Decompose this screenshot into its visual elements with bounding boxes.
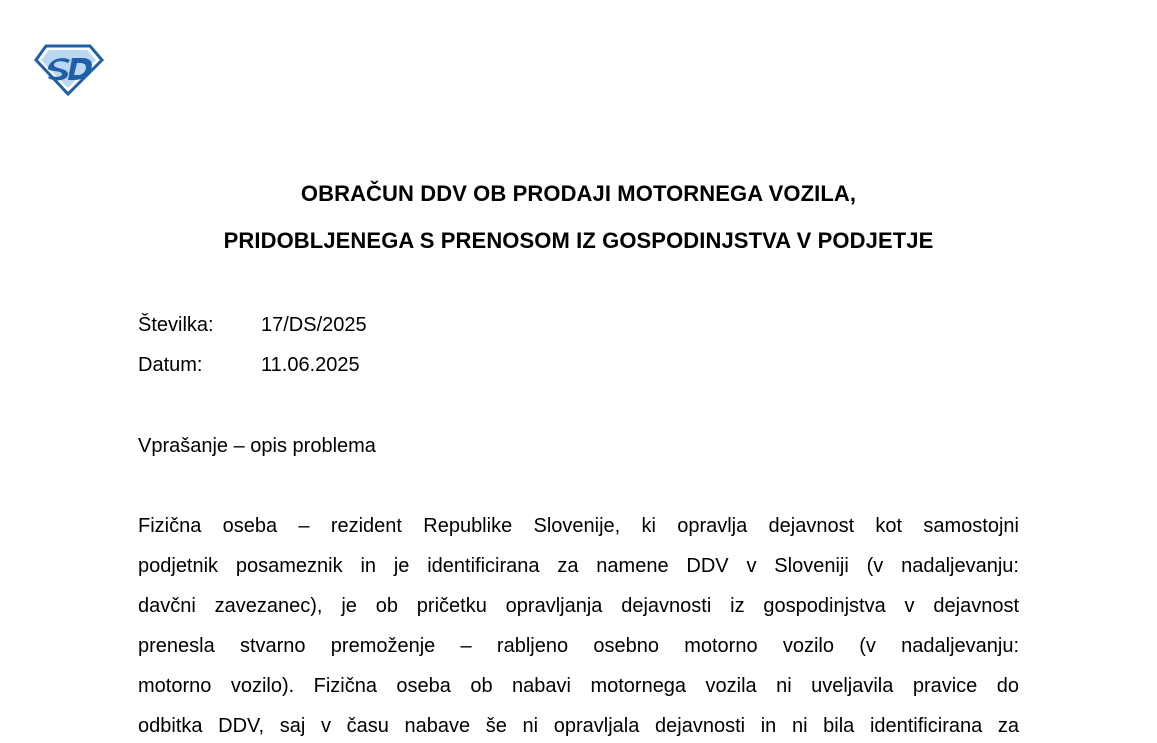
meta-date-row [138,354,360,377]
company-logo [32,42,104,96]
number-value: 17/DS/2025 [261,314,367,336]
date-value: 11.06.2025 [261,354,360,376]
paragraph-line: motorno vozilo). Fizična oseba ob nabavi motornega vozila ni uveljavila pravice do [138,675,1019,697]
meta-number-row [138,314,367,337]
paragraph-line: davčni zavezanec), je ob pričetku opravljanja dejavnosti iz gospodinjstva v dejavnost [138,595,1019,617]
date-label: Datum: [138,354,203,376]
paragraph-line: podjetnik posameznik in je identificirana za namene DDV v Sloveniji (v nadaljevanju: [138,555,1019,577]
paragraph-line: Fizična oseba – rezident Republike Slovenije, ki opravlja dejavnost kot samostojni [138,515,1019,537]
diamond-logo-icon [32,42,104,96]
paragraph-line: odbitka DDV, saj v času nabave še ni opravljala dejavnosti in ni bila identificirana za [138,715,1019,737]
document-title-line-1: OBRAČUN DDV OB PRODAJI MOTORNEGA VOZILA, [300,181,857,206]
number-label: Številka: [138,314,214,336]
document-title-line-2: PRIDOBLJENEGA S PRENOSOM IZ GOSPODINJSTVA V PODJETJE [223,228,934,253]
paragraph-line: prenesla stvarno premoženje – rabljeno osebno motorno vozilo (v nadaljevanju: [138,635,1019,657]
section-heading: Vprašanje – opis problema [138,435,376,457]
